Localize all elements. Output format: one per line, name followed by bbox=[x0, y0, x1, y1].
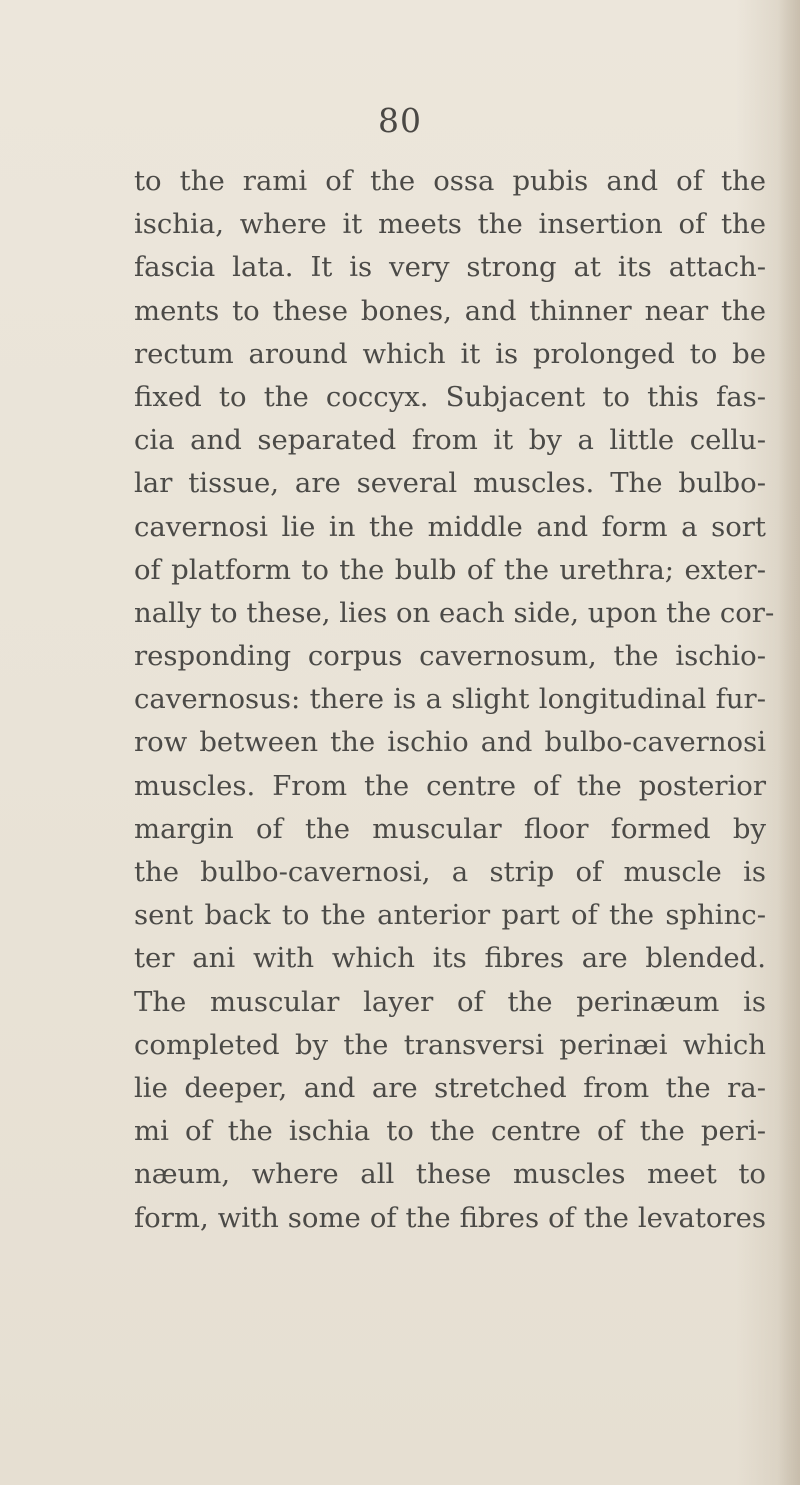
text-line: lie deeper, and are stretched from the ra- bbox=[134, 1071, 766, 1104]
text-line: responding corpus cavernosum, the ischio- bbox=[134, 640, 766, 673]
text-line: rectum around which it is prolonged to be bbox=[134, 337, 766, 370]
text-line: lar tissue, are several muscles. The bulbo- bbox=[134, 467, 766, 500]
page-edge-shadow bbox=[778, 0, 800, 1485]
text-line: fascia lata. It is very strong at its attach- bbox=[134, 251, 766, 284]
text-line: ments to these bones, and thinner near the bbox=[134, 294, 766, 327]
text-line: to the rami of the ossa pubis and of the bbox=[134, 165, 766, 197]
text-line: ter ani with which its fibres are blended. bbox=[134, 942, 766, 975]
text-line: mi of the ischia to the centre of the peri- bbox=[134, 1115, 766, 1148]
text-line: nally to these, lies on each side, upon the cor- bbox=[134, 596, 775, 629]
text-line: sent back to the anterior part of the sphinc- bbox=[134, 899, 766, 932]
text-line: form, with some of the fibres of the levatores bbox=[134, 1201, 766, 1234]
page-number: 80 bbox=[378, 101, 422, 140]
text-line: of platform to the bulb of the urethra; exter- bbox=[134, 553, 766, 586]
text-line: cavernosus: there is a slight longitudinal fur- bbox=[134, 683, 766, 716]
text-line: fixed to the coccyx. Subjacent to this fas- bbox=[134, 380, 766, 413]
text-line: margin of the muscular floor formed by bbox=[134, 812, 766, 845]
text-line: The muscular layer of the perinæum is bbox=[134, 985, 766, 1018]
text-line: ischia, where it meets the insertion of the bbox=[134, 208, 766, 241]
text-line: cavernosi lie in the middle and form a sort bbox=[134, 510, 766, 543]
text-line: the bulbo-cavernosi, a strip of muscle is bbox=[134, 856, 766, 888]
text-line: cia and separated from it by a little cellu- bbox=[134, 424, 766, 457]
text-line: næum, where all these muscles meet to bbox=[134, 1158, 766, 1191]
text-line: row between the ischio and bulbo-cavernosi bbox=[134, 726, 766, 759]
body-text bbox=[134, 160, 775, 1240]
text-line: muscles. From the centre of the posterior bbox=[134, 769, 766, 802]
text-line: completed by the transversi perinæi which bbox=[134, 1028, 766, 1061]
